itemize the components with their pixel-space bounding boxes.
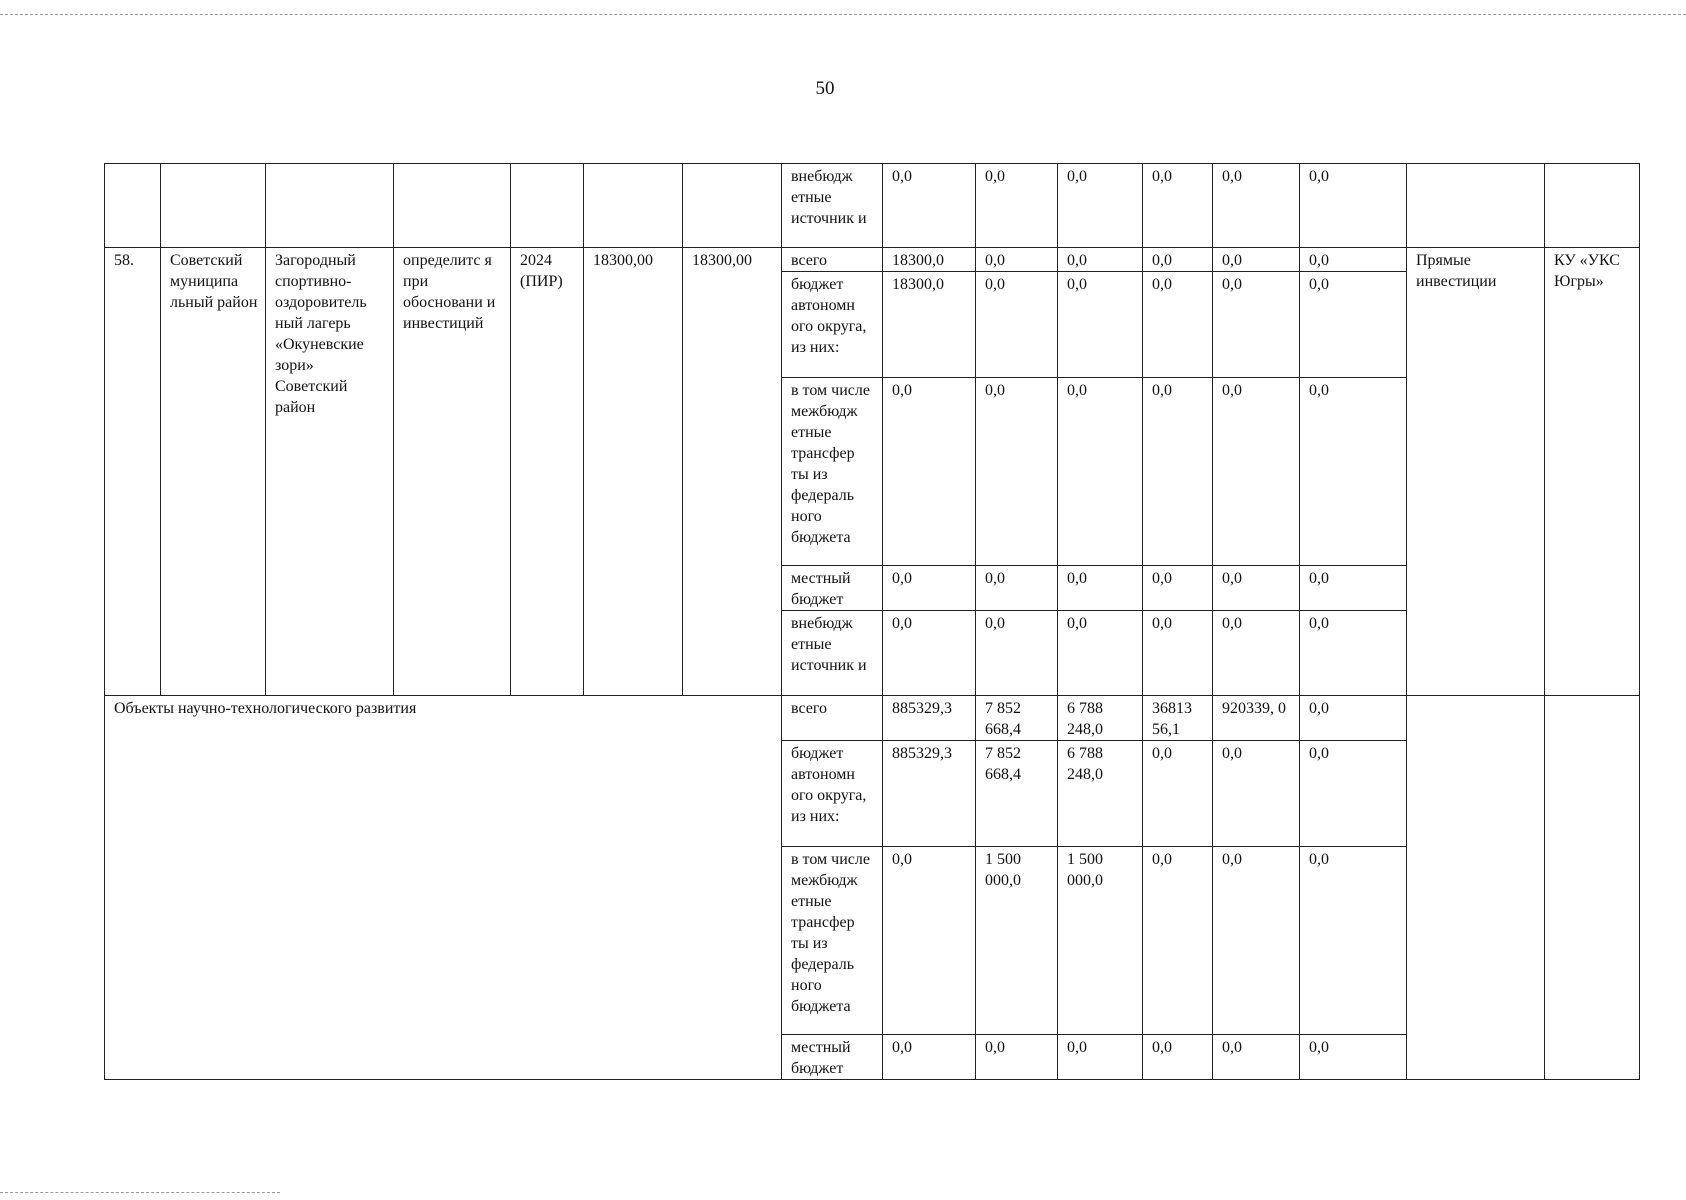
value-cell: 0,0 [1300,272,1407,378]
value-cell: 0,0 [1058,164,1143,248]
value-cell: 6 788 248,0 [1058,696,1143,741]
value-cell: 0,0 [1143,272,1213,378]
value-cell: 0,0 [1143,248,1213,272]
value-cell: 0,0 [1058,378,1143,566]
value-cell: 1 500 000,0 [1058,847,1143,1035]
value-cell: 0,0 [1213,566,1300,611]
value-cell: 0,0 [1213,741,1300,847]
item-municipality: Советский муниципа льный район [161,248,266,696]
value-cell: 0,0 [1058,248,1143,272]
value-cell: 0,0 [1300,164,1407,248]
value-cell: 0,0 [1300,378,1407,566]
value-cell: 0,0 [1213,611,1300,696]
source-label: всего [782,696,883,741]
item-number: 58. [105,248,161,696]
value-cell: 0,0 [1213,378,1300,566]
value-cell: 0,0 [1213,847,1300,1035]
cell-empty [266,164,394,248]
value-cell: 0,0 [1058,272,1143,378]
value-cell: 0,0 [1300,847,1407,1035]
value-cell: 0,0 [883,1035,976,1080]
value-cell: 0,0 [883,378,976,566]
continuation-row [105,164,1640,248]
item-cost-remaining: 18300,00 [683,248,782,696]
cell-empty [105,164,161,248]
item-capacity: определитс я при обосновани и инвестиций [394,248,511,696]
value-cell: 0,0 [976,164,1058,248]
value-cell: 0,0 [1058,566,1143,611]
value-cell: 0,0 [1143,611,1213,696]
value-cell: 0,0 [883,847,976,1035]
value-cell: 0,0 [976,611,1058,696]
cell-empty [1545,164,1640,248]
value-cell: 885329,3 [883,741,976,847]
source-label: бюджет автономн ого округа, из них: [782,272,883,378]
item-58-row-total [105,248,1640,272]
source-label: местный бюджет [782,566,883,611]
value-cell: 0,0 [1300,696,1407,741]
value-cell: 0,0 [1058,1035,1143,1080]
value-cell: 0,0 [1213,164,1300,248]
page-number: 50 [815,78,835,99]
value-cell: 0,0 [1300,248,1407,272]
value-cell: 18300,0 [883,272,976,378]
value-cell: 0,0 [1300,566,1407,611]
value-cell: 0,0 [976,378,1058,566]
value-cell: 0,0 [883,566,976,611]
value-cell: 36813 56,1 [1143,696,1213,741]
item-object-name: Загородный спортивно-оздоровитель ный лагерь «Окуневские зори» Советский район [266,248,394,696]
source-label: в том числе межбюдж етные трансфер ты из федераль ного бюджета [782,847,883,1035]
value-cell: 6 788 248,0 [1058,741,1143,847]
value-cell: 0,0 [976,248,1058,272]
cell-empty [683,164,782,248]
source-label: внебюдж етные источник и [782,611,883,696]
item-customer: КУ «УКС Югры» [1545,248,1640,696]
value-cell: 920339, 0 [1213,696,1300,741]
group-total-row-total [105,696,1640,741]
value-cell: 7 852 668,4 [976,696,1058,741]
value-cell: 0,0 [1143,566,1213,611]
source-label: местный бюджет [782,1035,883,1080]
source-label: внебюдж етные источник и [782,164,883,248]
item-cost-total: 18300,00 [584,248,683,696]
cell-empty [1407,164,1545,248]
value-cell: 885329,3 [883,696,976,741]
source-label: бюджет автономн ого округа, из них: [782,741,883,847]
cell-empty [511,164,584,248]
value-cell: 0,0 [976,566,1058,611]
value-cell: 1 500 000,0 [976,847,1058,1035]
value-cell: 0,0 [883,164,976,248]
cell-empty [1545,696,1640,1080]
source-label: в том числе межбюдж етные трансфер ты из федераль ного бюджета [782,378,883,566]
value-cell: 0,0 [1143,1035,1213,1080]
scan-edge-bottom [0,1192,280,1193]
value-cell: 0,0 [976,272,1058,378]
value-cell: 0,0 [1300,611,1407,696]
value-cell: 0,0 [1213,272,1300,378]
item-investment-form: Прямые инвестиции [1407,248,1545,696]
value-cell: 0,0 [1143,378,1213,566]
value-cell: 0,0 [1213,248,1300,272]
value-cell: 18300,0 [883,248,976,272]
cell-empty [584,164,683,248]
cell-empty [1407,696,1545,1080]
value-cell: 0,0 [1300,741,1407,847]
cell-empty [161,164,266,248]
scan-edge-top [0,14,1686,15]
investment-table [104,163,1640,1080]
value-cell: 0,0 [1143,741,1213,847]
value-cell: 0,0 [1213,1035,1300,1080]
value-cell: 0,0 [1300,1035,1407,1080]
value-cell: 7 852 668,4 [976,741,1058,847]
source-label: всего [782,248,883,272]
value-cell: 0,0 [1058,611,1143,696]
item-year: 2024 (ПИР) [511,248,584,696]
value-cell: 0,0 [1143,847,1213,1035]
value-cell: 0,0 [1143,164,1213,248]
value-cell: 0,0 [883,611,976,696]
cell-empty [394,164,511,248]
value-cell: 0,0 [976,1035,1058,1080]
group-title: Объекты научно-технологического развития [105,696,782,1080]
